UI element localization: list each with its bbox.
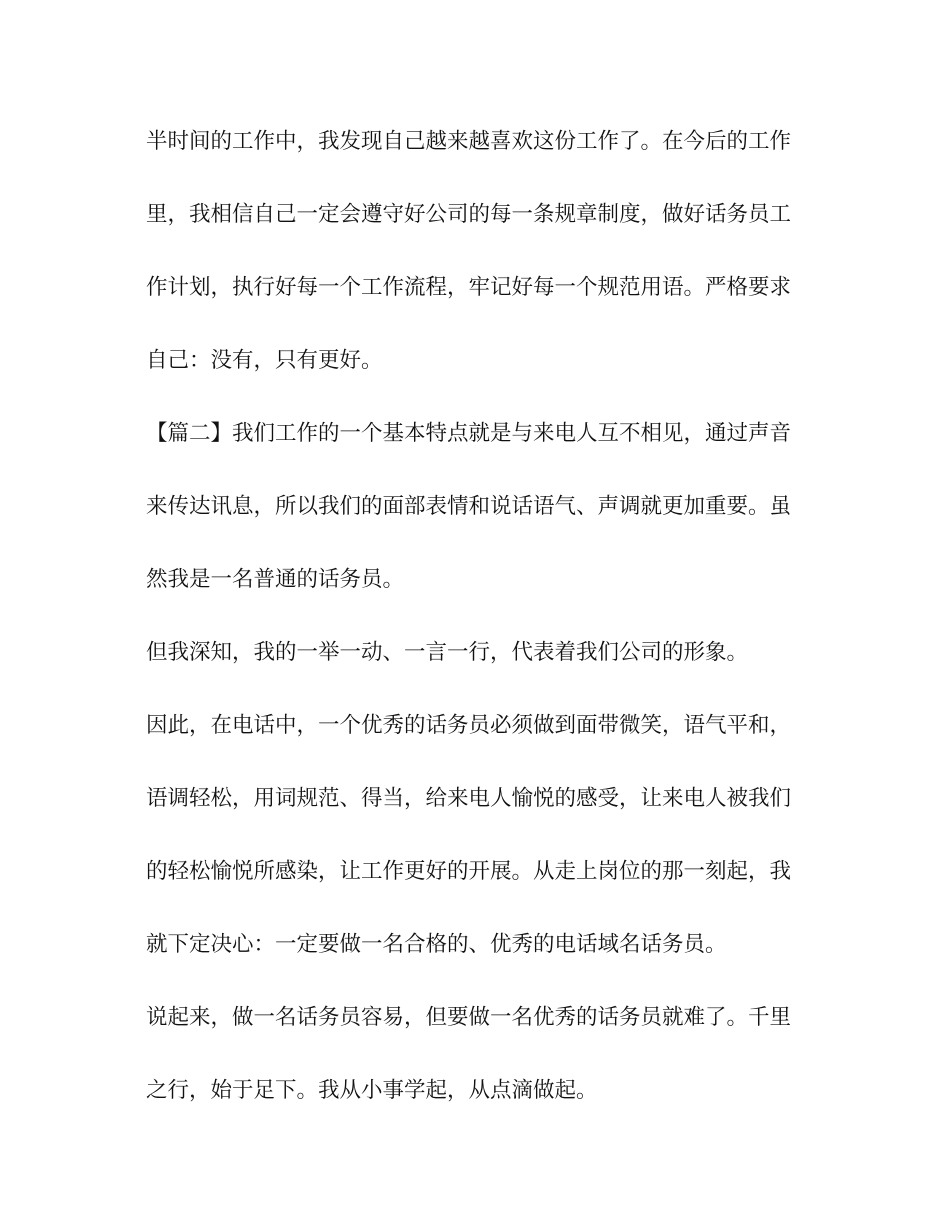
paragraph-line: 来传达讯息，所以我们的面部表情和说话语气、声调就更加重要。虽 bbox=[146, 494, 792, 519]
paragraph-line: 说起来，做一名话务员容易，但要做一名优秀的话务员就难了。千里 bbox=[146, 1005, 792, 1030]
section-heading-line: 【篇二】我们工作的一个基本特点就是与来电人互不相见，通过声音 bbox=[146, 421, 792, 446]
paragraph-line: 半时间的工作中，我发现自己越来越喜欢这份工作了。在今后的工作 bbox=[146, 129, 792, 154]
paragraph-line: 里，我相信自己一定会遵守好公司的每一条规章制度，做好话务员工 bbox=[146, 202, 792, 227]
paragraph-line: 之行，始于足下。我从小事学起，从点滴做起。 bbox=[146, 1078, 598, 1103]
paragraph-line: 语调轻松，用词规范、得当，给来电人愉悦的感受，让来电人被我们 bbox=[146, 786, 792, 811]
paragraph-line: 的轻松愉悦所感染，让工作更好的开展。从走上岗位的那一刻起，我 bbox=[146, 859, 792, 884]
paragraph-line: 作计划，执行好每一个工作流程，牢记好每一个规范用语。严格要求 bbox=[146, 275, 792, 300]
paragraph-line: 但我深知，我的一举一动、一言一行，代表着我们公司的形象。 bbox=[146, 640, 749, 665]
paragraph-line: 然我是一名普通的话务员。 bbox=[146, 567, 405, 592]
paragraph-line: 自己：没有，只有更好。 bbox=[146, 348, 383, 373]
paragraph-line: 就下定决心：一定要做一名合格的、优秀的电话域名话务员。 bbox=[146, 932, 727, 957]
paragraph-line: 因此，在电话中，一个优秀的话务员必须做到面带微笑，语气平和， bbox=[146, 713, 792, 738]
